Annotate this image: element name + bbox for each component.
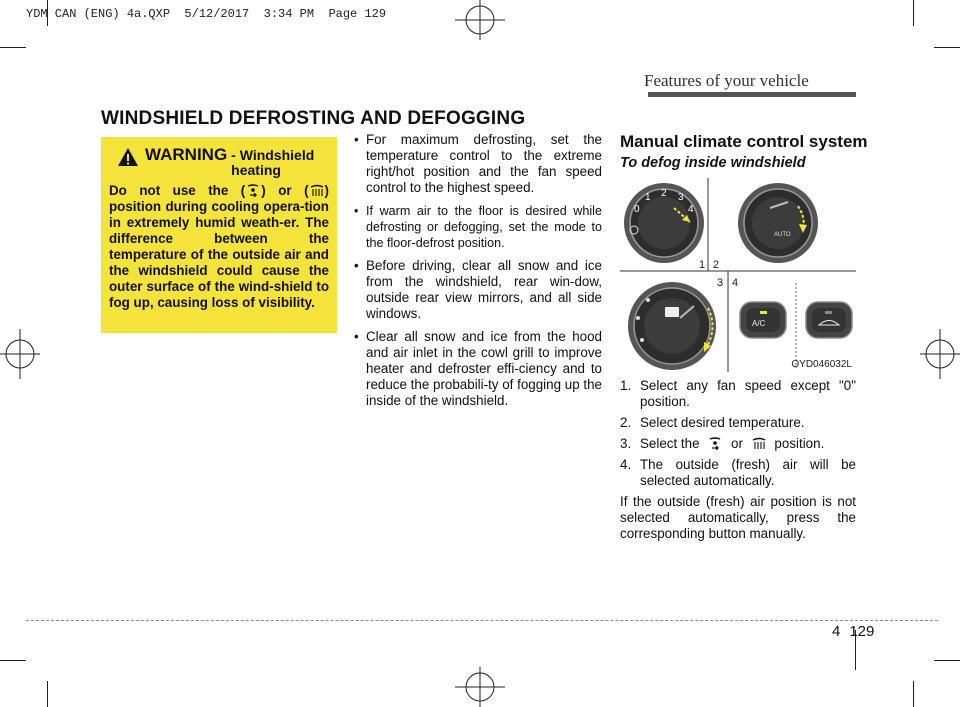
- fan-mark: 4: [688, 204, 694, 215]
- warning-triangle-icon: [117, 147, 139, 167]
- print-header: YDM CAN (ENG) 4a.QXP 5/12/2017 3:34 PM Page 129: [26, 7, 387, 21]
- list-item: 1. Select any fan speed except "0" position.: [620, 378, 856, 409]
- fan-speed-knob: [624, 183, 704, 263]
- defrost-floor-mode-icon: [245, 184, 261, 197]
- closing-paragraph: If the outside (fresh) air position is not selected automatically, press the corresponding button manually.: [620, 494, 856, 541]
- warning-subtitle: - Windshield heating: [231, 147, 315, 178]
- registration-target-icon: [455, 0, 505, 40]
- warning-header: [117, 145, 329, 178]
- registration-target-icon: [455, 667, 505, 707]
- crop-mark: [47, 681, 48, 707]
- registration-target-icon: [0, 329, 40, 379]
- registration-target-icon: [920, 329, 960, 379]
- steps-list: [620, 378, 856, 542]
- page-heading: WINDSHIELD DEFROSTING AND DEFOGGING: [101, 108, 526, 129]
- fan-mark: 1: [645, 192, 651, 203]
- warning-body-text: Do not use the (: [109, 183, 246, 198]
- callout-number: 1: [699, 259, 706, 271]
- crop-mark: [913, 0, 914, 26]
- warning-box: [101, 137, 337, 333]
- mode-knob: [628, 282, 716, 370]
- fan-mark: 3: [678, 192, 684, 203]
- callout-number: 4: [732, 277, 739, 289]
- warning-body-text: ) or (: [261, 183, 309, 198]
- list-item: • Before driving, clear all snow and ice from the windshield, rear win-dow, outside rear view mirrors, and all side windows.: [354, 258, 602, 321]
- list-item: 4. The outside (fresh) air will be selected automatically.: [620, 457, 856, 488]
- section-title: Features of your vehicle: [644, 71, 809, 90]
- header-bar: [648, 92, 856, 97]
- fan-mark: 2: [661, 188, 667, 199]
- sub-heading: Manual climate control system: [620, 132, 868, 151]
- climate-control-figure: [620, 178, 856, 372]
- crop-mark: [934, 47, 960, 48]
- warning-word: WARNING: [145, 145, 228, 164]
- list-item: • If warm air to the floor is desired while defrosting or defogging, set the mode to the floor-defrost position.: [354, 204, 602, 250]
- crop-mark: [934, 660, 960, 661]
- list-item: • For maximum defrosting, set the temperature control to the extreme right/hot position and the fan speed control to the highest speed.: [354, 132, 602, 195]
- defrost-floor-mode-icon: [707, 437, 723, 450]
- bullet-list: [354, 132, 602, 416]
- page-section: 4: [832, 623, 841, 640]
- list-item: • Clear all snow and ice from the hood and air inlet in the cowl grill to improve heater and defroster effi-ciency and to reduce the probabili-ty of fogging up the inside of the windshield.: [354, 329, 602, 408]
- page-number-value: 129: [849, 623, 875, 640]
- figure-code: OYD046032L: [791, 359, 852, 370]
- list-item: 2. Select desired temperature.: [620, 415, 805, 430]
- crop-mark: [0, 660, 26, 661]
- defrost-icon: [309, 184, 325, 197]
- ac-label: A/C: [752, 319, 766, 328]
- svg-text:AUTO: AUTO: [774, 232, 791, 238]
- list-item: 3. Select the or position.: [620, 436, 825, 451]
- temperature-knob: [738, 183, 818, 263]
- footer-divider: [26, 620, 938, 621]
- crop-mark: [913, 681, 914, 707]
- air-intake-button: [806, 302, 852, 338]
- defrost-icon: [751, 437, 767, 450]
- climate-control-illustration: [620, 178, 856, 372]
- callout-number: 3: [717, 277, 724, 289]
- ac-button: [740, 302, 786, 338]
- page-number: [832, 623, 874, 640]
- crop-mark: [0, 47, 26, 48]
- callout-number: 2: [713, 259, 720, 271]
- fan-mark: 0: [634, 204, 640, 215]
- warning-body: [109, 183, 329, 311]
- warning-body-text: ) position during cooling opera-tion in extremely humid weath-er. The difference between the temperature of the outside air and the windshield could cause the outer surface of the wind-shield to fog up, causing loss of visibility.: [109, 183, 330, 310]
- sub-sub-heading: To defog inside windshield: [620, 155, 806, 171]
